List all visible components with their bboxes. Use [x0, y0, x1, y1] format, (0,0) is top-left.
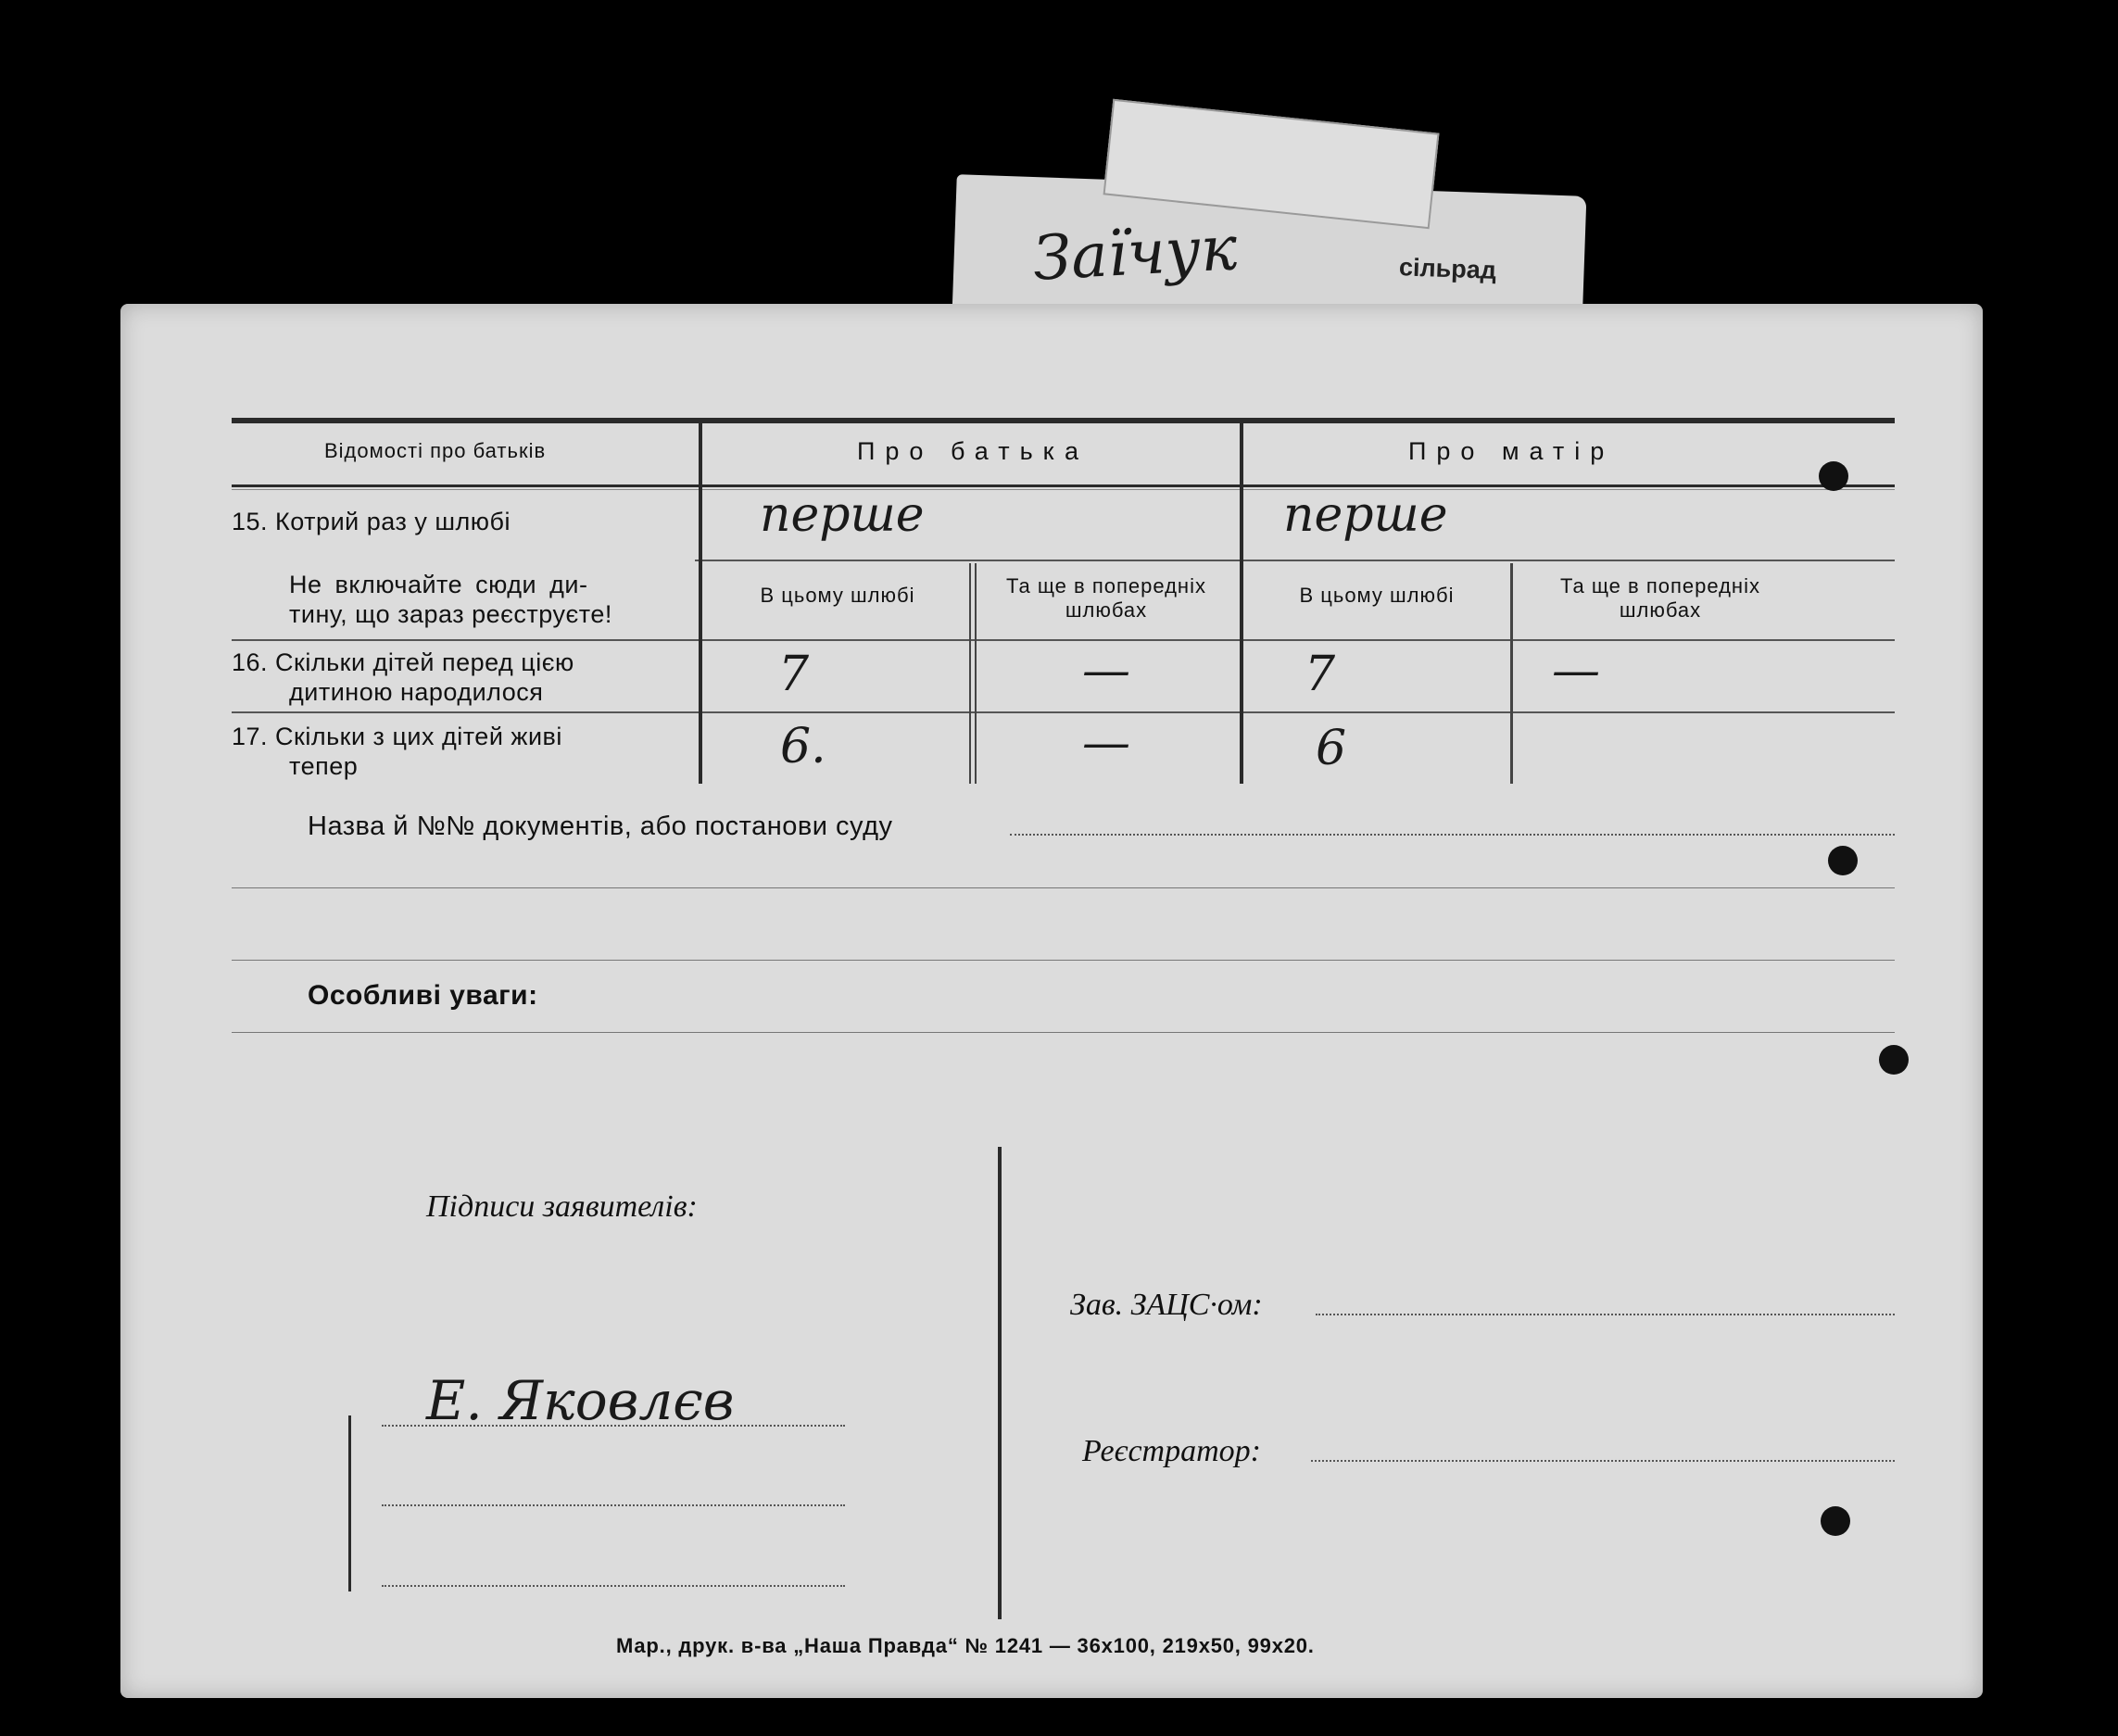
signature-bracket	[348, 1415, 351, 1591]
row17-father-prev: —	[1082, 715, 1130, 771]
punch-hole	[1828, 846, 1858, 875]
punch-hole	[1879, 1045, 1909, 1075]
subheader-mother-this: В цьому шлюбі	[1299, 584, 1455, 607]
documents-label: Назва й №№ документів, або постанови суду	[308, 811, 893, 841]
row16-mother-prev: —	[1552, 643, 1600, 698]
head-dotted-line	[1316, 1314, 1895, 1315]
head-label: Зав. ЗАЦС·ом:	[1070, 1288, 1263, 1322]
row16-label-1: 16. Скільки дітей перед цією	[232, 648, 574, 676]
header-father: Про батька	[857, 437, 1090, 465]
row15-father-value: перше	[760, 487, 925, 543]
subheader-father-this: В цьому шлюбі	[760, 584, 915, 607]
col-divider-father-2	[975, 563, 977, 784]
row15-rule	[695, 560, 1895, 561]
signature-line-2	[382, 1504, 845, 1506]
row15-label: 15. Котрий раз у шлюбі	[232, 508, 511, 535]
registrar-dotted-line	[1311, 1460, 1895, 1462]
subheader-father-prev: Та ще в попередніх шлюбах	[1006, 574, 1206, 622]
col-divider-father	[969, 563, 971, 784]
applicant-signature: Е. Яковлєв	[426, 1369, 735, 1432]
col-divider-mid	[1240, 422, 1243, 784]
registration-card	[120, 304, 1983, 1698]
table-top-rule	[232, 418, 1895, 423]
col-divider-mother	[1510, 563, 1513, 784]
documents-line-2	[232, 887, 1895, 888]
header-rule	[232, 484, 1895, 487]
row16-father-prev: —	[1082, 643, 1130, 698]
tab-handwriting: Заїчук	[1031, 212, 1240, 295]
special-notes-label: Особливі уваги:	[308, 980, 538, 1011]
row17-label-2: тепер	[289, 752, 359, 780]
signature-line-1	[382, 1425, 845, 1427]
row16-rule	[232, 711, 1895, 713]
row17-mother-this: 6	[1316, 721, 1347, 776]
row16-father-this: 7	[778, 647, 810, 702]
subheader-rule	[232, 639, 1895, 641]
applicants-label: Підписи заявителів:	[426, 1189, 698, 1224]
row15-mother-value: перше	[1283, 487, 1448, 543]
row16-mother-this: 7	[1305, 647, 1336, 702]
documents-dotted-line	[1010, 834, 1895, 836]
signature-divider	[998, 1147, 1002, 1619]
subheader-mother-prev: Та ще в попередніх шлюбах	[1560, 574, 1760, 622]
header-rule-thin	[232, 489, 1895, 490]
tab-office-word: сільрад	[1398, 253, 1497, 284]
header-mother: Про матір	[1408, 437, 1615, 465]
signature-line-3	[382, 1585, 845, 1587]
header-left: Відомості про батьків	[324, 439, 547, 462]
note-line-1: Не включайте сюди ди-	[289, 571, 588, 598]
punch-hole	[1819, 461, 1848, 491]
row17-father-this: 6.	[780, 719, 826, 774]
row17-label-1: 17. Скільки з цих дітей живі	[232, 723, 562, 750]
punch-hole	[1821, 1506, 1850, 1536]
documents-line-3	[232, 960, 1895, 961]
row16-label-2: дитиною народилося	[289, 678, 544, 706]
col-divider-left	[699, 422, 702, 784]
note-line-2: тину, що зараз реєструєте!	[289, 600, 612, 628]
registrar-label: Реєстратор:	[1082, 1434, 1261, 1468]
special-notes-line	[232, 1032, 1895, 1033]
printer-footer: Мар., друк. в-ва „Наша Правда“ № 1241 — 36х100, 219х50, 99х20.	[616, 1634, 1315, 1657]
